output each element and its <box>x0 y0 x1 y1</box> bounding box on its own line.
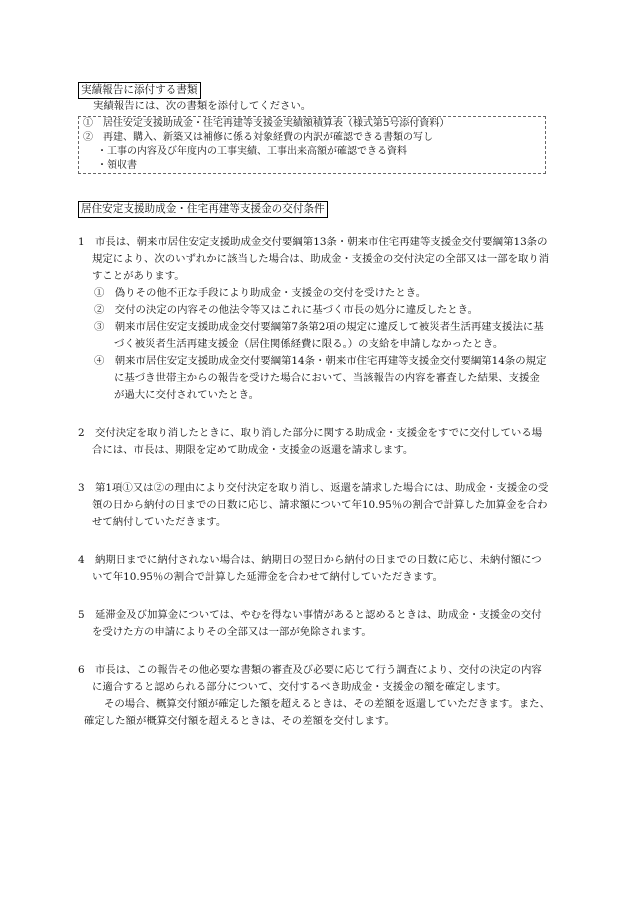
condition-item-5: 5 延滞金及び加算金については、やむを得ない事情があると認めるときは、助成金・支援金の交付を受けた方の申請によりその全部又は一部が免除されます。 <box>78 609 542 638</box>
section-heading-attachments: 実績報告に添付する書類 <box>78 82 201 99</box>
attachment-item: ・工事の内容及び年度内の工事実績、工事出来高額が確認できる資料 <box>97 146 407 157</box>
attachment-list-box <box>78 116 546 174</box>
attachments-intro: 実績報告には、次の書類を添付してください。 <box>93 100 312 112</box>
condition-item-3: 3 第1項①又は②の理由により交付決定を取り消し、返還を請求した場合には、助成金・支援金の受領の日から納付の日までの日数に応じ、請求額について年10.95％の割合で計算した加算金を合わせて納付していただきます。 <box>78 482 549 528</box>
condition-item-6: 6 市長は、この報告その他必要な書類の審査及び必要に応じて行う調査により、交付の決定の内容に適合すると認められる部分について、交付するべき助成金・支援金の額を確定します。 <box>78 664 542 693</box>
condition-sub-item: ① 偽りその他不正な手段により助成金・支援金の交付を受けたとき。 <box>94 287 427 299</box>
condition-item-2: 2 交付決定を取り消したときに、取り消した部分に関する助成金・支援金をすでに交付している場合には、市長は、期限を定めて助成金・支援金の返還を請求します。 <box>78 427 543 456</box>
condition-item-1 <box>78 234 550 404</box>
attachment-item: ・領収書 <box>97 160 137 171</box>
condition-sub-item: ② 交付の決定の内容その他法令等又はこれに基づく市長の処分に違反したとき。 <box>94 304 479 316</box>
section-heading-conditions: 居住安定支援助成金・住宅再建等支援金の交付条件 <box>78 201 328 218</box>
condition-sub-item: ③ 朝来市居住安定支援助成金交付要綱第7条第2項の規定に違反して被災者生活再建支援法に基づく被災者生活再建支援金（居住関係経費に限る。）の支給を申請しなかったとき。 <box>94 321 544 350</box>
condition-text: 1 市長は、朝来市居住安定支援助成金交付要綱第13条・朝来市住宅再建等支援金交付要綱第13条の規定により、次のいずれかに該当した場合は、助成金・支援金の交付決定の全部又は一部を取り消すことがあります。 <box>78 236 550 282</box>
condition-item-4: 4 納期日までに納付されない場合は、納期日の翌日から納付の日までの日数に応じ、未納付額について年10.95％の割合で計算した延滞金を合わせて納付していただきます。 <box>78 554 542 583</box>
condition-sub-item: ④ 朝来市居住安定支援助成金交付要綱第14条・朝来市住宅再建等支援金交付要綱第14条の規定に基づき世帯主からの報告を受けた場合において、当該報告の内容を審査した結果、支援金が過大に交付されていたとき。 <box>94 355 547 401</box>
condition-item-6-continuation: その場合、概算交付額が確定した額を超えるときは、その差額を返還していただきます。また、確定した額が概算交付額を超えるときは、その差額を交付します。 <box>84 698 550 727</box>
attachment-item: ② 再建、購入、新築又は補修に係る対象経費の内訳が確認できる書類の写し <box>83 132 433 143</box>
conditions-body <box>78 234 550 730</box>
attachment-item: ① 居住安定支援助成金・住宅再建等支援金実績額積算表（様式第5号添付資料） <box>83 118 450 129</box>
